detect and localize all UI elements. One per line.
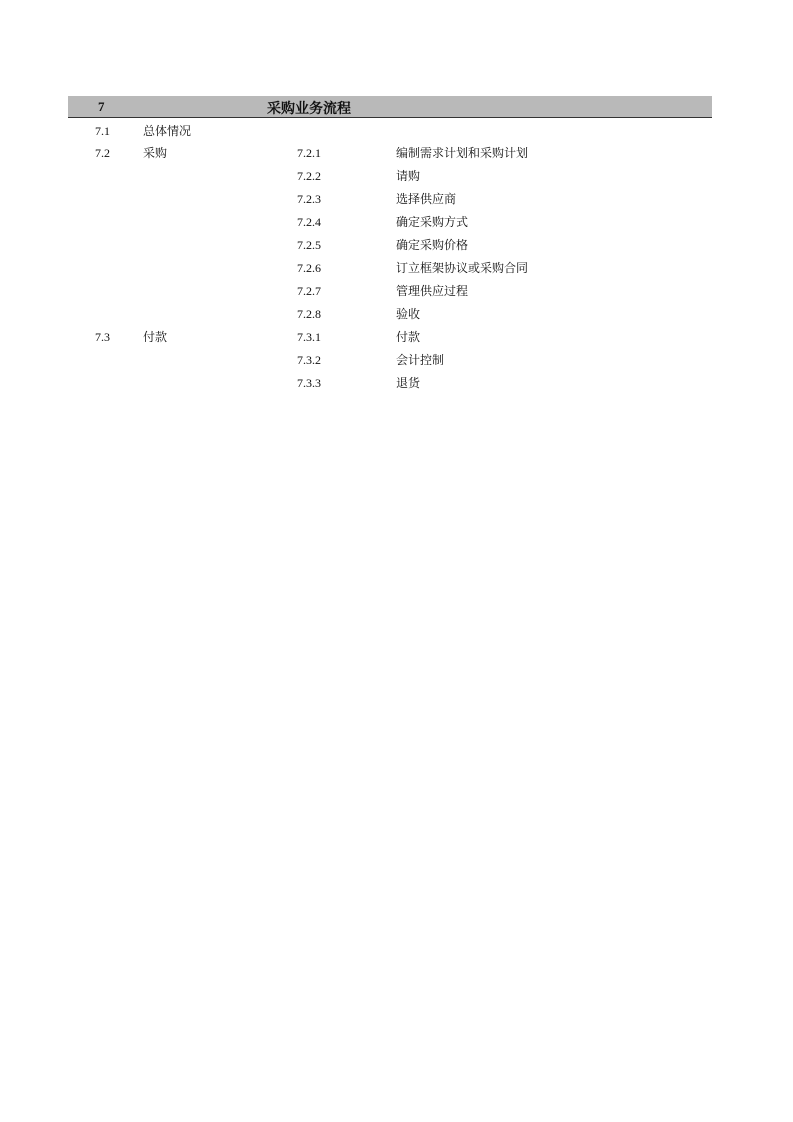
- row-number: 7.2: [95, 146, 110, 160]
- sub-label: 付款: [396, 330, 421, 344]
- sub-label: 退货: [396, 376, 421, 390]
- sub-label: 订立框架协议或采购合同: [396, 261, 529, 275]
- sub-number: 7.2.5: [297, 238, 321, 252]
- sub-number: 7.2.8: [297, 307, 321, 321]
- section-number: 7: [98, 99, 105, 114]
- row-number: 7.3: [95, 330, 110, 344]
- row-label: 采购: [143, 146, 168, 160]
- sub-label: 编制需求计划和采购计划: [396, 146, 529, 160]
- sub-number: 7.2.4: [297, 215, 321, 229]
- sub-number: 7.2.3: [297, 192, 321, 206]
- row-number: 7.1: [95, 124, 110, 138]
- section-header-bar: [68, 96, 712, 118]
- sub-label: 会计控制: [396, 353, 445, 367]
- sub-number: 7.2.7: [297, 284, 321, 298]
- sub-label: 确定采购价格: [396, 238, 469, 252]
- sub-number: 7.3.2: [297, 353, 321, 367]
- sub-number: 7.3.3: [297, 376, 321, 390]
- row-label: 总体情况: [143, 124, 192, 138]
- sub-label: 验收: [396, 307, 421, 321]
- sub-label: 管理供应过程: [396, 284, 469, 298]
- sub-label: 确定采购方式: [396, 215, 469, 229]
- sub-label: 请购: [396, 169, 421, 183]
- sub-number: 7.2.6: [297, 261, 321, 275]
- section-title: 采购业务流程: [267, 101, 351, 117]
- sub-number: 7.2.1: [297, 146, 321, 160]
- row-label: 付款: [143, 330, 168, 344]
- sub-number: 7.3.1: [297, 330, 321, 344]
- sub-label: 选择供应商: [396, 192, 457, 206]
- sub-number: 7.2.2: [297, 169, 321, 183]
